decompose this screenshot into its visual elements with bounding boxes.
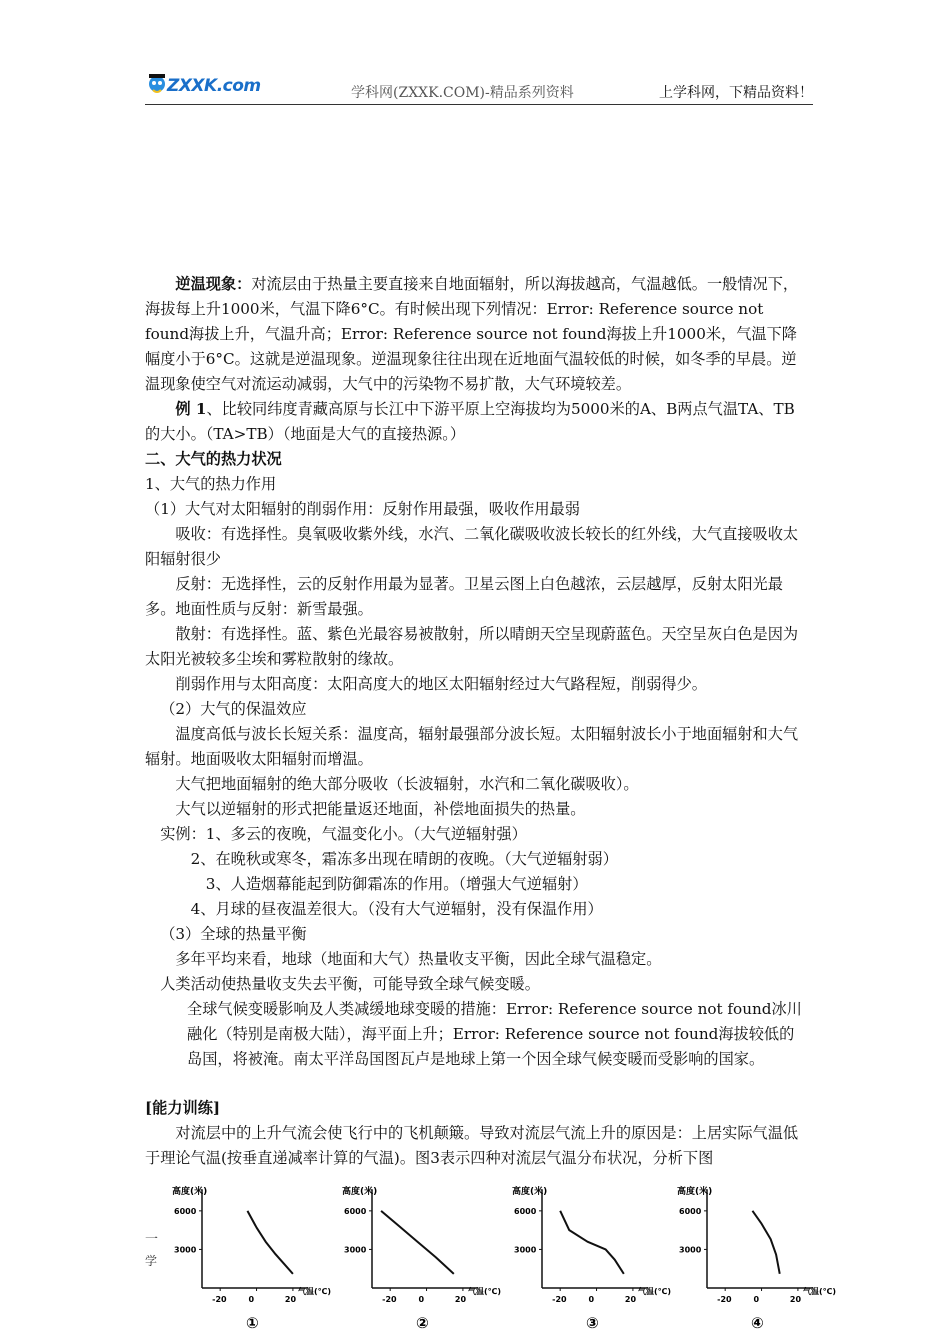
- balance-paragraph: 多年平均来看，地球（地面和大气）热量收支平衡，因此全球气温稳定。: [175, 950, 662, 968]
- warming-paragraph: 全球气候变暖影响及人类减缓地球变暖的措施：Error: Reference source not found冰川融化（特别是南极大陆），海平面上升；Error: Reference source not found海拔较低的岛国，将被淹。南太平洋岛国图瓦卢是地球上第一个因全球气候变暖而受影响的国家。: [187, 1000, 802, 1068]
- header-divider: [145, 104, 813, 105]
- y-tick-label: 3000: [344, 1245, 367, 1255]
- graph-3-svg: [500, 1178, 671, 1338]
- graph-2-svg: [330, 1178, 501, 1338]
- x-tick-label: -20: [382, 1295, 397, 1304]
- y-tick-label: 6000: [679, 1206, 702, 1216]
- y-tick-label: 3000: [679, 1245, 702, 1255]
- y-tick-label: 6000: [344, 1206, 367, 1216]
- graph-2: [330, 1178, 501, 1338]
- graph-1-svg: [160, 1178, 331, 1338]
- graph-number-label: ③: [586, 1314, 599, 1332]
- training-title: [能力训练]: [145, 1099, 221, 1117]
- x-tick-label: 20: [284, 1295, 297, 1304]
- inversion-label: 逆温现象：: [175, 275, 252, 293]
- absorb-ground-paragraph: 大气把地面辐射的绝大部分吸收（长波辐射，水汽和二氧化碳吸收）。: [175, 775, 639, 793]
- graph-number-label: ①: [246, 1314, 259, 1332]
- x-axis-label: 气温(℃): [298, 1287, 331, 1296]
- zxxk-logo: [145, 70, 261, 100]
- graph-number-label: ②: [416, 1314, 429, 1332]
- temp-wave-paragraph: 温度高低与波长长短关系：温度高，辐射最强部分波长短。太阳辐射波长小于地面辐射和大气辐射。地面吸收太阳辐射而增温。: [145, 725, 799, 768]
- temperature-curve: [247, 1211, 292, 1274]
- absorb-paragraph: 吸收：有选择性。臭氧吸收紫外线，水汽、二氧化碳吸收波长较长的红外线，大气直接吸收太阳辐射很少: [145, 525, 799, 568]
- subheading-1-1: （1）大气对太阳辐射的削弱作用：反射作用最强，吸收作用最弱: [145, 500, 580, 518]
- logo-text: ZXXK.com: [167, 76, 261, 96]
- y-axis-label: 高度(米): [342, 1187, 378, 1197]
- x-tick-label: 0: [753, 1295, 760, 1304]
- mascot-icon: [145, 70, 169, 98]
- x-tick-label: -20: [212, 1295, 227, 1304]
- training-section: [145, 1096, 808, 1171]
- x-tick-label: 0: [248, 1295, 255, 1304]
- x-axis-label: 气温(℃): [638, 1287, 671, 1296]
- weaken-paragraph: 削弱作用与太阳高度：太阳高度大的地区太阳辐射经过大气路程短，削弱得少。: [175, 675, 707, 693]
- x-tick-label: -20: [552, 1295, 567, 1304]
- header-slogan: 上学科网，下精品资料！: [659, 85, 813, 101]
- footer-mark-a: 一: [145, 1232, 159, 1247]
- x-tick-label: 0: [418, 1295, 425, 1304]
- example-line-2: 2、在晚秋或寒冬，霜冻多出现在晴朗的夜晚。（大气逆辐射弱）: [190, 850, 618, 868]
- x-tick-label: 0: [588, 1295, 595, 1304]
- counter-radiation-paragraph: 大气以逆辐射的形式把能量返还地面，补偿地面损失的热量。: [175, 800, 586, 818]
- subheading-1: 1、大气的热力作用: [145, 475, 277, 493]
- graph-3: [500, 1178, 671, 1338]
- y-tick-label: 6000: [514, 1206, 537, 1216]
- y-tick-label: 3000: [514, 1245, 537, 1255]
- inversion-paragraph: 逆温现象：对流层由于热量主要直接来自地面辐射，所以海拔越高，气温越低。一般情况下，海拔每上升1000米，气温下降6°C。有时候出现下列情况：Error: Reference source not found海拔上升，气温升高；Error: Reference source not found海拔上升1000米，气温下降幅度小于6°C。这就是逆温现象。逆温现象往往出现在近地面气温较低的时候，如冬季的早晨。逆温现象使空气对流运动减弱，大气中的污染物不易扩散，大气环境较差。: [145, 275, 799, 393]
- subheading-1-2: （2）大气的保温效应: [160, 700, 307, 718]
- temperature-curve: [560, 1211, 624, 1274]
- x-tick-label: -20: [717, 1295, 732, 1304]
- temperature-curve: [381, 1211, 454, 1274]
- graph-4-svg: [665, 1178, 836, 1338]
- scatter-paragraph: 散射：有选择性。蓝、紫色光最容易被散射，所以晴朗天空呈现蔚蓝色。天空呈灰白色是因为太阳光被较多尘埃和雾粒散射的缘故。: [145, 625, 799, 668]
- x-axis-label: 气温(℃): [468, 1287, 501, 1296]
- reflect-paragraph: 反射：无选择性，云的反射作用最为显著。卫星云图上白色越浓，云层越厚，反射太阳光最多。地面性质与反射：新雪最强。: [145, 575, 783, 618]
- training-text: 对流层中的上升气流会使飞行中的飞机颠簸。导致对流层气流上升的原因是：上居实际气温低于理论气温(按垂直递减率计算的气温)。图3表示四种对流层气温分布状况，分析下图: [145, 1124, 799, 1167]
- y-axis-label: 高度(米): [172, 1187, 208, 1197]
- graph-1: [160, 1178, 331, 1338]
- x-tick-label: 20: [624, 1295, 637, 1304]
- page-header: [145, 68, 813, 108]
- y-axis-label: 高度(米): [677, 1187, 713, 1197]
- x-axis-label: 气温(℃): [803, 1287, 836, 1296]
- y-tick-label: 6000: [174, 1206, 197, 1216]
- temperature-profile-graphs: [160, 1178, 836, 1338]
- graph-number-label: ④: [751, 1314, 764, 1332]
- footer-mark-b: 学: [145, 1254, 158, 1268]
- example-line-1: 实例：1、多云的夜晚，气温变化小。（大气逆辐射强）: [160, 825, 527, 843]
- human-paragraph: 人类活动使热量收支失去平衡，可能导致全球气候变暖。: [160, 975, 540, 993]
- example-paragraph: 例 1、比较同纬度青藏高原与长江中下游平原上空海拔均为5000米的A、B两点气温TA、TB的大小。（TA>TB）（地面是大气的直接热源。）: [145, 400, 795, 443]
- header-site-title: 学科网(ZXXK.COM)-精品系列资料: [351, 85, 574, 101]
- temperature-curve: [752, 1211, 779, 1274]
- main-content: [145, 272, 808, 1072]
- y-axis-label: 高度(米): [512, 1187, 548, 1197]
- subheading-1-3: （3）全球的热量平衡: [160, 925, 307, 943]
- section-heading: 二、大气的热力状况: [145, 450, 282, 468]
- x-tick-label: 20: [789, 1295, 802, 1304]
- example-label: 例 1: [175, 400, 207, 418]
- y-tick-label: 3000: [174, 1245, 197, 1255]
- example-line-4: 4、月球的昼夜温差很大。（没有大气逆辐射，没有保温作用）: [190, 900, 603, 918]
- x-tick-label: 20: [454, 1295, 467, 1304]
- example-line-3: 3、人造烟幕能起到防御霜冻的作用。（增强大气逆辐射）: [205, 875, 588, 893]
- graph-4: [665, 1178, 836, 1338]
